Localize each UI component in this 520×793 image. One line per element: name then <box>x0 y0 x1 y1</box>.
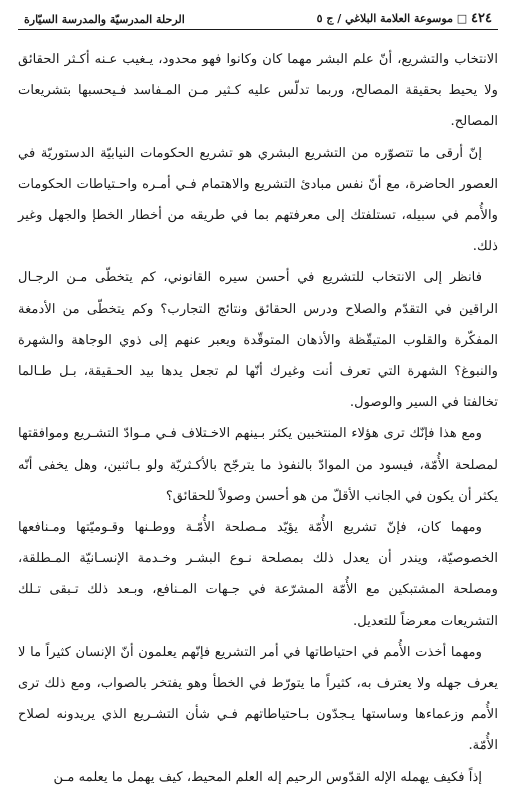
document-page <box>18 8 498 785</box>
page-header <box>18 8 498 30</box>
body-text <box>18 44 498 793</box>
section-title: الرحلة المدرسيّة والمدرسة السيّارة <box>24 13 185 26</box>
paragraph: الانتخاب والتشريع، أنّ علم البشر مهما كان وكانوا فهو محدود، يـغيب عـنه أكـثر الحقائق ولا يحيط بحقيقة المصالح، وربما تدلّس عليه كـثير مـن المـفاسد فـيحسبها بتشريعات المصالح. <box>18 52 498 130</box>
paragraph: إنّ أرقى ما تتصوّره من التشريع البشري هو تشريع الحكومات النيابيّة الدستوريّة في العصور الحاضرة، مع أنّ نفس مبادئ التشريع والاهتمام فـي أمـره واحـتياطات الحكومات والأُمم في سبيله، تستلفتك إلى معرفتهم بما في طريقه من أخطار الخطإ والجهل وغير ذلك. <box>18 145 498 255</box>
book-title: موسوعة العلامة البلاغي / ج ٥ <box>316 12 453 25</box>
page-number: ٤٢٤ <box>471 11 492 26</box>
paragraph: ومهما أخذت الأُمم في احتياطاتها في أمر التشريع فإنّهم يعلمون أنّ الإنسان كثيراً ما لا يعرف جهله ولا يعترف به، كثيراً ما يتورّط في الخطأ وهو يفتخر بالصواب، ومع ذلك ترى الأُمم وزعماءها وساستها يـجدّون بـاحتياطاتهم فـي شأن التشـريع الذي يريدونه لصلاح الأُمّة. <box>18 644 498 754</box>
header-page-info <box>317 11 492 26</box>
header-separator: □ <box>452 12 468 25</box>
paragraph: فانظر إلى الانتخاب للتشريع في أحسن سيره القانوني، كم يتخطّى مـن الرجـال الراقين في التقدّم والصلاح ودرس الحقائق ونتائج التجارب؟ وكم يتخطّى من الأدمغة المفكّرة والقلوب المتيقّظة والأذهان المتوقّدة ويعبر عنهم إلى ذوي الوجاهة والشهرة والنبوغ؟ الشهرة التي تعرف أنت وغيرك أنّها لم تجعل يدها بيد الحـقيقة، بـل طـالما تخالفتا في السير والوصول. <box>18 270 498 411</box>
paragraph: إذاً فكيف يهمله الإله القدّوس الرحيم إله العلم المحيط، كيف يهمل ما يعلمه مـن <box>53 769 482 785</box>
paragraph: ومهما كان، فإنّ تشريع الأُمّة يؤيّد مـصلحة الأُمّـة ووطـنها وقـوميّتها ومـنافعها الخصوصيّة، ويندر أن يعدل ذلك بمصلحة نـوع البشـر وخـدمة الإنسـانيّة المـطلقة، ومصلحة المشتبكين مع الأُمّة المشرّعة في جـهات المـنافع، وبـعد ذلك تـبقى تـلك التشريعات معرضاً للتعديل. <box>18 520 498 629</box>
paragraph: ومع هذا فإنّك ترى هؤلاء المنتخبين يكثر بـينهم الاخـتلاف فـي مـوادّ التشـريع وموافقتها لمصلحة الأُمّة، فيسود من الموادّ بالنفوذ ما يترجّح بالأكـثريّة ولو بـاثنين، وهل يخفى أنّه يكثر أن يكون في الجانب الأقلّ من هو أحسن وصولاً للحقائق؟ <box>18 426 498 504</box>
